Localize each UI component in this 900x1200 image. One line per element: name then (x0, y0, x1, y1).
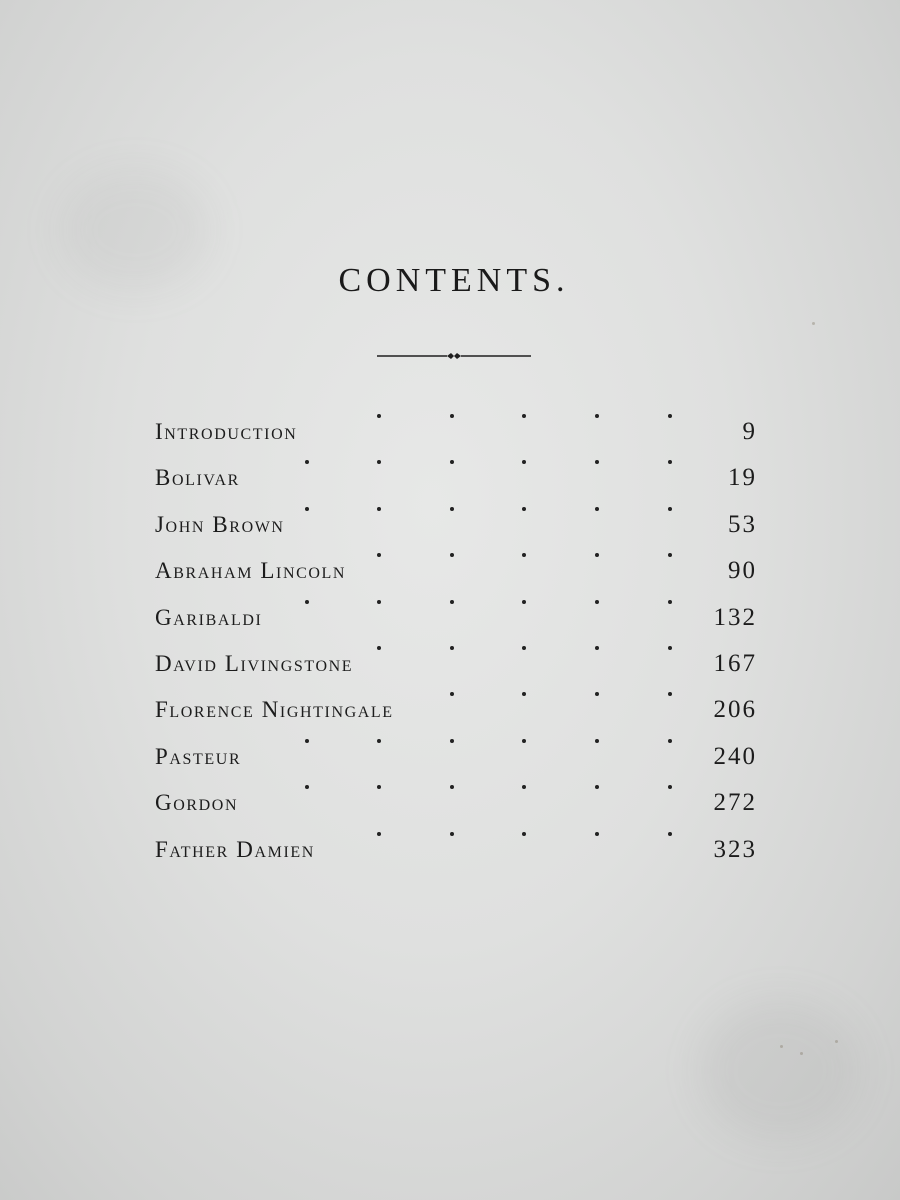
leader-dot (668, 553, 672, 557)
toc-entry-page: 167 (713, 649, 757, 677)
leader-dot (595, 832, 599, 836)
toc-entry-page: 19 (728, 464, 757, 492)
leader-dot (668, 832, 672, 836)
leader-dot (305, 460, 309, 464)
toc-entry (155, 811, 757, 863)
table-of-contents (155, 393, 757, 863)
leader-dot (595, 646, 599, 650)
toc-entry-page: 9 (742, 418, 757, 445)
dot-leader (394, 671, 714, 717)
dot-leader (346, 532, 717, 578)
leader-dot (668, 507, 672, 511)
page-stain (700, 1000, 860, 1140)
toc-entry (155, 532, 757, 585)
toc-entry-page: 206 (713, 696, 757, 724)
leader-dot (595, 460, 599, 464)
toc-entry (155, 393, 757, 445)
leader-dot (450, 600, 454, 604)
leader-dot (377, 414, 381, 418)
toc-entry-title: Pasteur (155, 743, 242, 769)
dot-leader (262, 579, 713, 625)
leader-dot (522, 414, 526, 418)
leader-dot (305, 785, 309, 789)
leader-dot (522, 692, 526, 696)
dot-leader (285, 486, 717, 532)
toc-entry (155, 439, 757, 492)
leader-dot (377, 832, 381, 836)
leader-dot (450, 553, 454, 557)
leader-dot (522, 646, 526, 650)
leader-dot (595, 739, 599, 743)
leader-dot (450, 414, 454, 418)
toc-entry-title: Florence Nightingale (155, 697, 394, 723)
page-speck (812, 322, 815, 325)
ornamental-rule (377, 355, 531, 357)
toc-entry-title: John Brown (155, 511, 285, 537)
toc-entry-page: 323 (713, 835, 757, 863)
leader-dot (450, 646, 454, 650)
toc-entry-page: 272 (713, 789, 757, 817)
page-speck (835, 1040, 838, 1043)
toc-entry (155, 486, 757, 538)
toc-entry-title: Gordon (155, 790, 239, 816)
leader-dot (305, 600, 309, 604)
leader-dot (377, 460, 381, 464)
leader-dot (377, 646, 381, 650)
leader-dot (522, 739, 526, 743)
leader-dot (668, 460, 672, 464)
leader-dot (522, 785, 526, 789)
toc-entry-page: 132 (713, 603, 757, 631)
leader-dot (305, 507, 309, 511)
leader-dot (450, 785, 454, 789)
leader-dot (595, 414, 599, 418)
toc-entry-title: Introduction (155, 419, 298, 444)
leader-dot (377, 785, 381, 789)
leader-dot (668, 739, 672, 743)
toc-entry-page: 90 (728, 557, 757, 585)
leader-dot (450, 739, 454, 743)
toc-entry (155, 764, 757, 817)
toc-entry-page: 53 (728, 510, 757, 538)
leader-dot (450, 832, 454, 836)
page-speck (800, 1052, 803, 1055)
leader-dot (522, 600, 526, 604)
leader-dot (668, 646, 672, 650)
toc-entry (155, 625, 757, 677)
leader-dot (668, 414, 672, 418)
toc-entry (155, 671, 757, 724)
toc-entry-title: Garibaldi (155, 604, 263, 630)
leader-dot (668, 692, 672, 696)
leader-dot (377, 553, 381, 557)
leader-dot (668, 785, 672, 789)
toc-entry-title: Father Damien (155, 836, 315, 862)
leader-dot (450, 460, 454, 464)
leader-dot (595, 600, 599, 604)
leader-dot (595, 553, 599, 557)
dot-leader (315, 811, 714, 857)
dot-leader (297, 393, 717, 439)
leader-dot (450, 507, 454, 511)
leader-dot (595, 785, 599, 789)
leader-dot (522, 553, 526, 557)
dot-leader (241, 718, 713, 764)
dot-leader (240, 439, 717, 485)
leader-dot (522, 832, 526, 836)
leader-dot (377, 507, 381, 511)
toc-entry-title: Bolivar (155, 465, 240, 491)
page-title: CONTENTS. (338, 262, 570, 299)
page-speck (780, 1045, 783, 1048)
leader-dot (305, 739, 309, 743)
leader-dot (377, 600, 381, 604)
dot-leader (353, 625, 713, 671)
leader-dot (522, 460, 526, 464)
leader-dot (450, 692, 454, 696)
leader-dot (522, 507, 526, 511)
leader-dot (377, 739, 381, 743)
toc-entry-page: 240 (713, 742, 757, 770)
leader-dot (668, 600, 672, 604)
leader-dot (595, 507, 599, 511)
toc-entry-title: Abraham Lincoln (155, 558, 347, 584)
toc-entry-title: David Livingstone (155, 650, 354, 676)
toc-entry (155, 718, 757, 770)
leader-dot (595, 692, 599, 696)
toc-entry (155, 579, 757, 631)
dot-leader (238, 764, 713, 810)
